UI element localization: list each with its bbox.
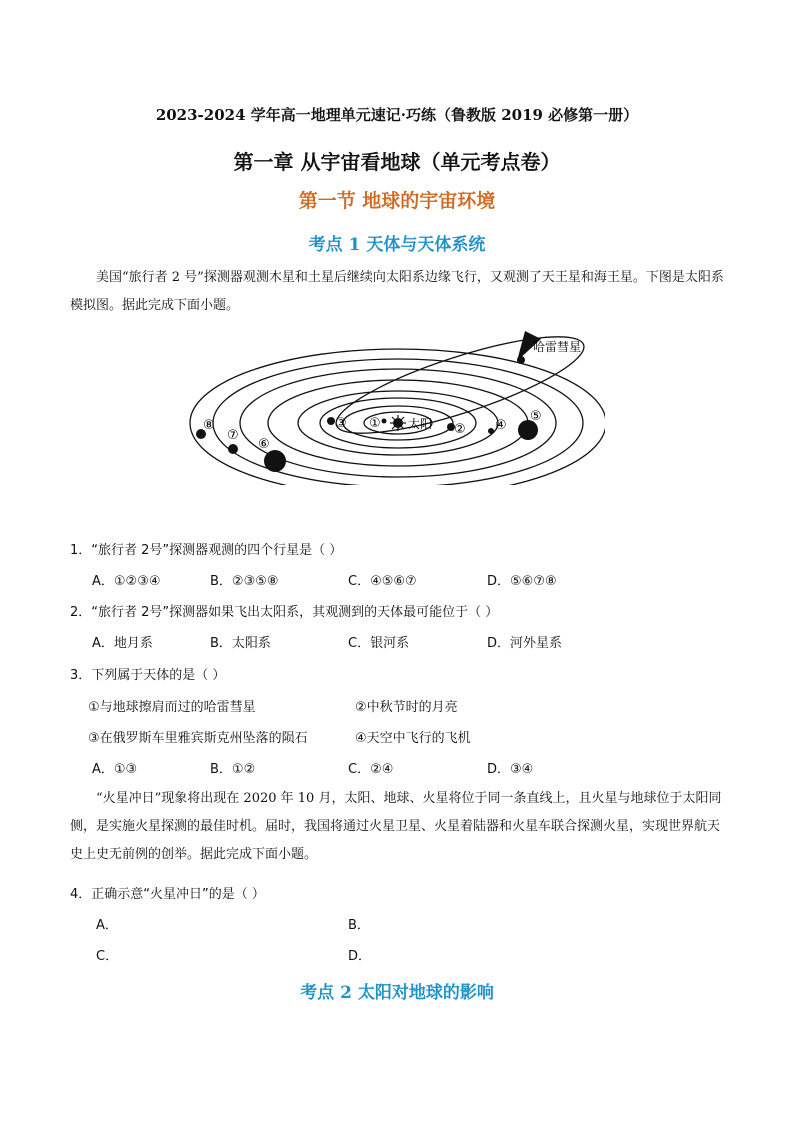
q3-item-1: ①与地球擦肩而过的哈雷彗星 bbox=[88, 700, 256, 715]
q3-option-d[interactable]: D．③④ bbox=[487, 762, 534, 777]
planet-3-label: ③ bbox=[335, 416, 347, 431]
planet-1-label: ① bbox=[369, 416, 381, 431]
section-heading: 第一节 地球的宇宙环境 bbox=[298, 190, 496, 212]
planet-7-dot bbox=[228, 444, 238, 454]
comet-nucleus bbox=[517, 356, 525, 364]
q2-option-d[interactable]: D．河外星系 bbox=[487, 636, 563, 651]
q1-option-a[interactable]: A．①②③④ bbox=[92, 574, 161, 589]
q3-option-b[interactable]: B．①② bbox=[210, 762, 256, 777]
planet-3-dot bbox=[327, 417, 335, 425]
q4-option-a[interactable]: A． bbox=[96, 918, 118, 933]
planet-2-label: ② bbox=[454, 422, 466, 437]
planet-6-dot bbox=[264, 450, 286, 472]
q4-option-d[interactable]: D． bbox=[348, 949, 372, 964]
q3-option-a[interactable]: A．①③ bbox=[92, 762, 138, 777]
planet-6-label: ⑥ bbox=[258, 437, 270, 452]
point-heading-1: 考点 1 天体与天体系统 bbox=[308, 235, 486, 255]
q3-item-2: ②中秋节时的月亮 bbox=[355, 700, 458, 715]
q4-option-c[interactable]: C． bbox=[96, 949, 119, 964]
question-2-stem: 2．“旅行者 2号”探测器如果飞出太阳系，其观测到的天体最可能位于（ ） bbox=[70, 605, 499, 620]
planet-7-label: ⑦ bbox=[227, 428, 239, 443]
q3-item-4: ④天空中飞行的飞机 bbox=[355, 731, 471, 746]
passage-1: 美国“旅行者 2 号”探测器观测木星和土星后继续向太阳系边缘飞行，又观测了天王星和海王星。下图是太阳系模拟图。据此完成下面小题。 bbox=[70, 270, 724, 313]
chapter-heading: 第一章 从宇宙看地球（单元考点卷） bbox=[233, 150, 561, 174]
q2-option-b[interactable]: B．太阳系 bbox=[210, 636, 271, 651]
question-3-stem: 3．下列属于天体的是（ ） bbox=[70, 668, 226, 683]
passage-2: “火星冲日”现象将出现在 2020 年 10 月，太阳、地球、火星将位于同一条直线上，且火星与地球位于太阳同侧，是实施火星探测的最佳时机。届时，我国将通过火星卫星、火星着陆器和火星车联合探测火星，实现世界航天史上史无前例的创举。据此完成下面小题。 bbox=[70, 791, 722, 862]
planet-8-label: ⑧ bbox=[203, 418, 215, 433]
question-4-stem: 4．正确示意“火星冲日”的是（ ） bbox=[70, 887, 265, 902]
q1-option-d[interactable]: D．⑤⑥⑦⑧ bbox=[487, 574, 557, 589]
q4-option-b[interactable]: B． bbox=[348, 918, 370, 933]
question-1-stem: 1．“旅行者 2号”探测器观测的四个行星是（ ） bbox=[70, 543, 343, 558]
sun-icon bbox=[390, 415, 406, 431]
q1-option-c[interactable]: C．④⑤⑥⑦ bbox=[348, 574, 417, 589]
q2-option-a[interactable]: A．地月系 bbox=[92, 636, 153, 651]
document-title: 2023-2024 学年高一地理单元速记·巧练（鲁教版 2019 必修第一册） bbox=[155, 106, 639, 124]
comet-label: 哈雷彗星 bbox=[533, 340, 582, 354]
planet-4-dot bbox=[488, 428, 494, 434]
solar-system-figure bbox=[185, 325, 605, 485]
q1-option-b[interactable]: B．②③⑤⑧ bbox=[210, 574, 279, 589]
q3-item-3: ③在俄罗斯车里雅宾斯克州坠落的陨石 bbox=[88, 731, 308, 746]
q2-option-c[interactable]: C．银河系 bbox=[348, 636, 410, 651]
sun-label: 太阳 bbox=[408, 417, 433, 431]
planet-5-label: ⑤ bbox=[530, 409, 542, 424]
planet-4-label: ④ bbox=[495, 418, 507, 433]
point-heading-2: 考点 2 太阳对地球的影响 bbox=[300, 983, 494, 1003]
q3-option-c[interactable]: C．②④ bbox=[348, 762, 394, 777]
planet-1-dot bbox=[382, 419, 387, 424]
